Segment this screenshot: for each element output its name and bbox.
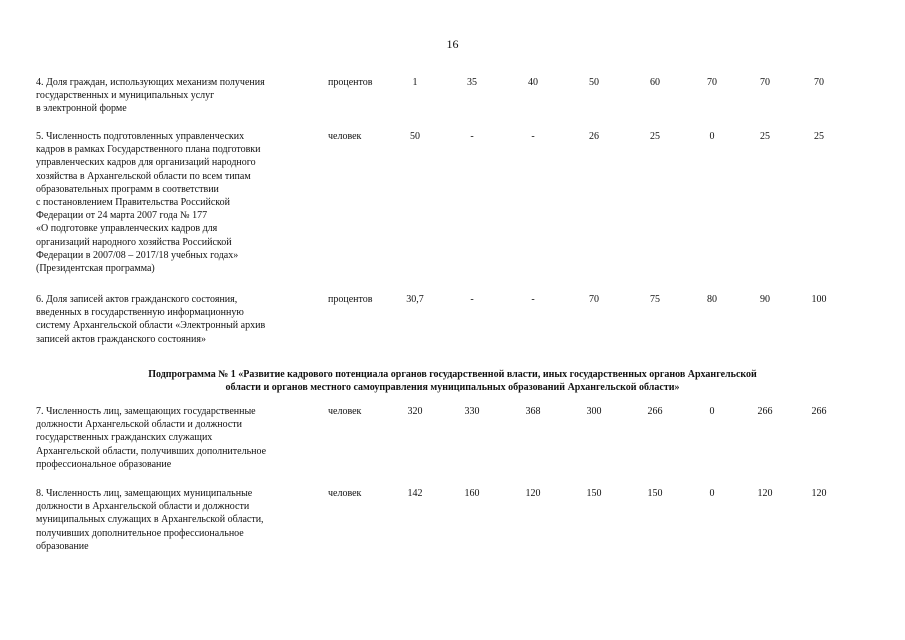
indicator-value: 1 bbox=[412, 77, 418, 88]
indicator-value: 0 bbox=[709, 131, 715, 142]
indicator-value: 90 bbox=[760, 294, 770, 305]
indicator-value: 70 bbox=[760, 77, 770, 88]
indicator-value: 26 bbox=[589, 131, 599, 142]
indicator-value: 120 bbox=[811, 488, 827, 499]
indicator-value: 0 bbox=[709, 406, 715, 417]
indicator-value: 320 bbox=[407, 406, 423, 417]
indicator-value: 330 bbox=[464, 406, 480, 417]
indicator-value: 25 bbox=[814, 131, 824, 142]
indicator-value: 75 bbox=[650, 294, 660, 305]
indicator-value: - bbox=[470, 131, 474, 142]
indicator-value: 300 bbox=[586, 406, 602, 417]
indicator-value: 0 bbox=[709, 488, 715, 499]
indicator-value: - bbox=[531, 294, 535, 305]
indicator-unit: процентов bbox=[328, 294, 373, 305]
indicator-unit: человек bbox=[328, 406, 362, 417]
indicator-value: - bbox=[470, 294, 474, 305]
indicator-value: 100 bbox=[811, 294, 827, 305]
indicator-value: 160 bbox=[464, 488, 480, 499]
indicator-unit: человек bbox=[328, 131, 362, 142]
indicator-description: 6. Доля записей актов гражданского состояния, введенных в государственную информационную систему Архангельской области «Электронный архив записей актов гражданского состояния» bbox=[36, 294, 266, 345]
indicator-value: - bbox=[531, 131, 535, 142]
indicator-value: 50 bbox=[410, 131, 420, 142]
indicator-value: 50 bbox=[589, 77, 599, 88]
indicator-value: 266 bbox=[757, 406, 773, 417]
indicator-value: 120 bbox=[757, 488, 773, 499]
indicator-value: 30,7 bbox=[406, 294, 424, 305]
indicator-value: 60 bbox=[650, 77, 660, 88]
indicator-value: 80 bbox=[707, 294, 717, 305]
indicator-description: 5. Численность подготовленных управленческих кадров в рамках Государственного плана подготовки управленческих кадров для организаций народного хозяйства в Архангельской области по всем типам образовательных программ в соответствии с постановлением Правительства Российской Федерации от 24 марта 2007 года № 177 «О подготовке управленческих кадров для организаций народного хозяйства Российской Федерации в 2007/08 – 2017/18 учебных годах» (Президентская программа) bbox=[36, 131, 261, 275]
indicator-value: 150 bbox=[647, 488, 663, 499]
indicator-value: 266 bbox=[811, 406, 827, 417]
indicator-value: 142 bbox=[407, 488, 423, 499]
page-number: 16 bbox=[446, 37, 459, 51]
indicator-value: 70 bbox=[814, 77, 824, 88]
indicator-unit: процентов bbox=[328, 77, 373, 88]
indicator-value: 70 bbox=[707, 77, 717, 88]
indicator-value: 120 bbox=[525, 488, 541, 499]
indicator-value: 25 bbox=[760, 131, 770, 142]
indicator-value: 150 bbox=[586, 488, 602, 499]
indicator-value: 70 bbox=[589, 294, 599, 305]
indicator-value: 368 bbox=[525, 406, 541, 417]
indicator-description: 7. Численность лиц, замещающих государственные должности Архангельской области и должности государственных гражданских служащих Архангельской области, получивших дополнительное профессиональное образование bbox=[36, 406, 267, 470]
indicator-value: 266 bbox=[647, 406, 663, 417]
indicator-description: 8. Численность лиц, замещающих муниципальные должности в Архангельской области и должности муниципальных служащих в Архангельской области, получивших дополнительное профессиональное образование bbox=[36, 488, 264, 552]
indicator-value: 35 bbox=[467, 77, 477, 88]
indicator-value: 25 bbox=[650, 131, 660, 142]
subprogram-heading: Подпрограмма № 1 «Развитие кадрового потенциала органов государственной власти, иных государственных органов Архангельской области и органов местного самоуправления муниципальных образований Архангельской области» bbox=[148, 369, 757, 394]
indicator-value: 40 bbox=[528, 77, 538, 88]
indicator-unit: человек bbox=[328, 488, 362, 499]
indicator-description: 4. Доля граждан, использующих механизм получения государственных и муниципальных услуг в электронной форме bbox=[36, 77, 265, 115]
